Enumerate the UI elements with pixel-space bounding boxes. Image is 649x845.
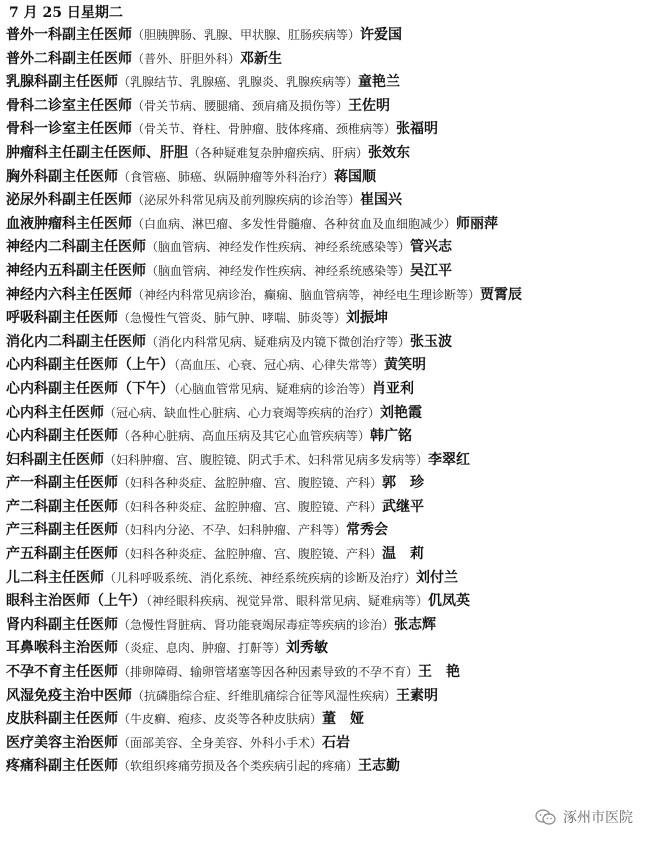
department-title: 眼科主治医师（上午） — [6, 593, 146, 610]
department-title: 心内科副主任医师（上午） — [6, 357, 174, 374]
schedule-row — [6, 519, 646, 543]
doctor-name: 韩广铭 — [370, 428, 413, 445]
specialty-description: （妇科各种炎症、盆腔肿瘤、宫、腹腔镜、产科） — [118, 476, 383, 491]
schedule-row — [6, 71, 646, 95]
date-heading: 7 月 25 日星期二 — [9, 5, 123, 21]
specialty-description: （各种疑难复杂肿瘤疾病、肝病） — [188, 145, 369, 160]
specialty-description: （妇科各种炎症、盆腔肿瘤、宫、腹腔镜、产科） — [118, 547, 383, 562]
schedule-row — [6, 685, 646, 709]
schedule-row — [6, 24, 646, 48]
schedule-row — [6, 118, 646, 142]
department-title: 产五科副主任医师 — [6, 546, 118, 563]
department-title: 儿二科主任医师 — [6, 569, 104, 586]
specialty-description: （高血压、心衰、冠心病、心律失常等） — [174, 358, 385, 373]
doctor-name: 师丽萍 — [456, 215, 499, 232]
department-title: 血液肿瘤科主任医师 — [6, 215, 132, 232]
department-title: 骨科二诊室主任医师 — [6, 97, 132, 114]
department-title: 肿瘤科主任副主任医师、肝胆 — [6, 144, 188, 161]
department-title: 消化内二科副主任医师 — [6, 333, 146, 350]
schedule-row — [6, 449, 646, 473]
doctor-name: 蒋国顺 — [334, 168, 377, 185]
doctor-name: 王 艳 — [418, 664, 461, 681]
doctor-name: 张玉波 — [410, 333, 453, 350]
specialty-description: （泌尿外科常见病及前列腺疾病的诊治等） — [132, 193, 361, 208]
doctor-name: 刘振坤 — [346, 310, 389, 327]
specialty-description: （神经眼科疾病、视觉异常、眼科常见病、疑难病等） — [146, 594, 429, 609]
doctor-name: 许爱国 — [360, 27, 403, 43]
specialty-description: （牛皮癣、疱疹、皮炎等各种皮肤病） — [118, 712, 323, 727]
doctor-name: 吴江平 — [410, 262, 453, 279]
schedule-row — [6, 189, 646, 213]
schedule-row — [6, 472, 646, 496]
schedule-row — [6, 331, 646, 355]
doctor-name: 崔国兴 — [360, 192, 403, 209]
schedule-row — [6, 284, 646, 308]
doctor-name: 肖亚利 — [372, 380, 415, 397]
specialty-description: （冠心病、缺血性心脏病、心力衰竭等疾病的治疗） — [104, 405, 381, 420]
schedule-row — [6, 95, 646, 119]
schedule-row — [6, 402, 646, 426]
specialty-description: （普外、肝胆外科） — [132, 51, 241, 66]
schedule-row — [6, 590, 646, 614]
specialty-description: （面部美容、全身美容、外科小手术） — [118, 735, 323, 750]
doctor-name: 童艳兰 — [358, 74, 401, 91]
doctor-schedule-list — [6, 24, 646, 779]
doctor-name: 贾霄辰 — [480, 286, 523, 303]
department-title: 普外二科副主任医师 — [6, 50, 132, 67]
department-title: 肾内科副主任医师 — [6, 616, 118, 633]
doctor-name: 郭 珍 — [382, 475, 425, 492]
specialty-description: （妇科各种炎症、盆腔肿瘤、宫、腹腔镜、产科） — [118, 499, 383, 514]
department-title: 心内科副主任医师 — [6, 428, 118, 445]
doctor-name: 武继平 — [382, 498, 425, 515]
schedule-row — [6, 260, 646, 284]
department-title: 不孕不育主任医师 — [6, 664, 118, 681]
specialty-description: （软组织疼痛劳损及各个类疾病引起的疼痛） — [118, 759, 359, 774]
schedule-row — [6, 378, 646, 402]
doctor-name: 刘艳霞 — [380, 404, 423, 421]
department-title: 心内科主任医师 — [6, 404, 104, 421]
schedule-row — [6, 236, 646, 260]
department-title: 呼吸科副主任医师 — [6, 310, 118, 327]
specialty-description: （抗磷脂综合症、纤维肌痛综合征等风湿性疾病） — [132, 688, 397, 703]
specialty-description: （炎症、息肉、肿瘤、打鼾等） — [118, 641, 287, 656]
doctor-name: 管兴志 — [410, 239, 453, 256]
schedule-row — [6, 755, 646, 779]
specialty-description: （食管癌、肺癌、纵隔肿瘤等外科治疗） — [118, 169, 335, 184]
department-title: 乳腺科副主任医师 — [6, 74, 118, 91]
schedule-row — [6, 213, 646, 237]
specialty-description: （排卵障碍、输卵管堵塞等因各种因素导致的不孕不育） — [118, 665, 419, 680]
specialty-description: （儿科呼吸系统、消化系统、神经系统疾病的诊断及治疗） — [104, 570, 417, 585]
specialty-description: （急慢性气管炎、肺气肿、哮喘、肺炎等） — [118, 311, 347, 326]
department-title: 妇科副主任医师 — [6, 451, 104, 468]
specialty-description: （胆胰脾肠、乳腺、甲状腺、肛肠疾病等） — [132, 28, 361, 42]
department-title: 皮肤科副主任医师 — [6, 711, 118, 728]
schedule-row — [6, 307, 646, 331]
department-title: 产二科副主任医师 — [6, 498, 118, 515]
doctor-name: 仉凤英 — [428, 593, 471, 610]
schedule-row — [6, 732, 646, 756]
doctor-name: 王佐明 — [348, 97, 391, 114]
department-title: 胸外科副主任医师 — [6, 168, 118, 185]
doctor-name: 李翠红 — [428, 451, 471, 468]
specialty-description: （各种心脏病、高血压病及其它心血管疾病等） — [118, 429, 371, 444]
watermark-text: 涿州市医院 — [563, 810, 633, 826]
schedule-row — [6, 496, 646, 520]
department-title: 产三科副主任医师 — [6, 522, 118, 539]
schedule-row — [6, 661, 646, 685]
specialty-description: （骨关节病、腰腿痛、颈肩痛及损伤等） — [132, 98, 349, 113]
specialty-description: （脑血管病、神经发作性疾病、神经系统感染等） — [146, 240, 411, 255]
schedule-row — [6, 166, 646, 190]
doctor-name: 温 莉 — [382, 546, 425, 563]
department-title: 普外一科副主任医师 — [6, 27, 132, 43]
schedule-row — [6, 614, 646, 638]
department-title: 神经内五科副主任医师 — [6, 262, 146, 279]
specialty-description: （神经内科常见病诊治，癫痫、脑血管病等，神经电生理诊断等） — [132, 287, 481, 302]
schedule-row — [6, 48, 646, 72]
doctor-name: 王素明 — [396, 687, 439, 704]
wechat-official-account-icon — [535, 808, 557, 826]
specialty-description: （急慢性肾脏病、肾功能衰竭尿毒症等疾病的诊治） — [118, 617, 395, 632]
schedule-row — [6, 637, 646, 661]
doctor-name: 张福明 — [396, 121, 439, 138]
doctor-name: 张志辉 — [394, 616, 437, 633]
specialty-description: （白血病、淋巴瘤、多发性骨髓瘤、各种贫血及血细胞减少） — [132, 216, 457, 231]
specialty-description: （脑血管病、神经发作性疾病、神经系统感染等） — [146, 263, 411, 278]
specialty-description: （妇科内分泌、不孕、妇科肿瘤、产科等） — [118, 523, 347, 538]
department-title: 风湿免疫主治中医师 — [6, 687, 132, 704]
specialty-description: （妇科肿瘤、宫、腹腔镜、阴式手术、妇科常见病多发病等） — [104, 452, 429, 467]
department-title: 骨科一诊室主任医师 — [6, 121, 132, 138]
department-title: 耳鼻喉科主治医师 — [6, 640, 118, 657]
doctor-name: 常秀会 — [346, 522, 389, 539]
doctor-name: 王志勤 — [358, 758, 401, 775]
schedule-row — [6, 567, 646, 591]
doctor-name: 刘付兰 — [416, 569, 459, 586]
account-watermark — [535, 807, 633, 827]
schedule-row — [6, 142, 646, 166]
specialty-description: （消化内科常见病、疑难病及内镜下微创治疗等） — [146, 334, 411, 349]
specialty-description: （心脑血管常见病、疑难病的诊治等） — [174, 381, 373, 396]
doctor-name: 董 娅 — [322, 711, 365, 728]
department-title: 疼痛科副主任医师 — [6, 758, 118, 775]
department-title: 泌尿外科副主任医师 — [6, 192, 132, 209]
schedule-row — [6, 354, 646, 378]
schedule-row — [6, 425, 646, 449]
schedule-row — [6, 708, 646, 732]
specialty-description: （乳腺结节、乳腺癌、乳腺炎、乳腺疾病等） — [118, 75, 359, 90]
doctor-name: 张效东 — [368, 144, 411, 161]
department-title: 神经内六科主任医师 — [6, 286, 132, 303]
department-title: 产一科副主任医师 — [6, 475, 118, 492]
doctor-name: 黄笑明 — [384, 357, 427, 374]
department-title: 医疗美容主治医师 — [6, 734, 118, 751]
doctor-name: 石岩 — [322, 734, 351, 751]
doctor-name: 刘秀敏 — [286, 640, 329, 657]
schedule-row — [6, 543, 646, 567]
specialty-description: （骨关节、脊柱、骨肿瘤、肢体疼痛、颈椎病等） — [132, 122, 397, 137]
department-title: 神经内二科副主任医师 — [6, 239, 146, 256]
doctor-name: 邓新生 — [240, 50, 283, 67]
department-title: 心内科副主任医师（下午） — [6, 380, 174, 397]
